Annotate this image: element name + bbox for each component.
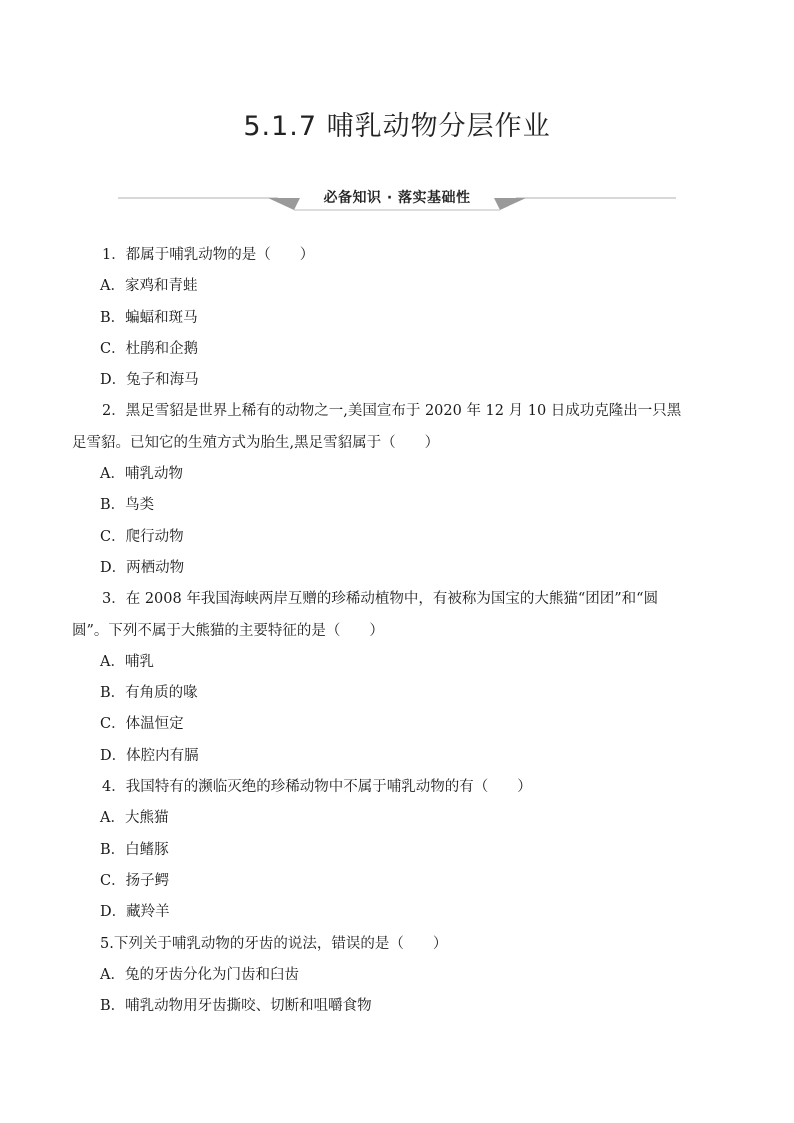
- question-4: [72, 772, 722, 928]
- question-5: [72, 929, 722, 1023]
- option-b: B．蝙蝠和斑马: [100, 309, 198, 326]
- question-stem: 2．黑足雪貂是世界上稀有的动物之一,美国宣布于 2020 年 12 月 10 日成功克隆出一只黑: [102, 403, 682, 420]
- question-stem: 3．在 2008 年我国海峡两岸互赠的珍稀动植物中，有被称为国宝的大熊猫“团团”和“圆: [102, 591, 659, 608]
- option-b: B．哺乳动物用牙齿撕咬、切断和咀嚼食物: [100, 998, 372, 1015]
- question-stem: 4．我国特有的濒临灭绝的珍稀动物中不属于哺乳动物的有（ ）: [102, 779, 532, 796]
- option-b: B．鸟类: [100, 497, 155, 514]
- question-2: [72, 396, 722, 584]
- option-d: D．藏羚羊: [100, 904, 170, 921]
- option-a: A．兔的牙齿分化为门齿和臼齿: [100, 966, 299, 983]
- option-a: A．哺乳: [100, 653, 154, 670]
- question-stem-continued: 圆”。下列不属于大熊猫的主要特征的是（ ）: [72, 622, 384, 639]
- section-heading: 必备知识 · 落实基础性: [323, 190, 471, 206]
- option-a: A．大熊猫: [100, 810, 169, 827]
- option-b: B．白鳍豚: [100, 841, 169, 858]
- page-title: 5.1.7 哺乳动物分层作业: [243, 111, 551, 142]
- option-d: D．体腔内有膈: [100, 747, 199, 764]
- question-list: [72, 240, 722, 1022]
- question-stem: 5.下列关于哺乳动物的牙齿的说法，错误的是（ ）: [100, 935, 448, 952]
- option-d: D．兔子和海马: [100, 372, 199, 389]
- option-a: A．哺乳动物: [100, 466, 183, 483]
- option-c: C．扬子鳄: [100, 872, 170, 889]
- option-c: C．爬行动物: [100, 528, 184, 545]
- option-c: C．杜鹃和企鹅: [100, 340, 199, 357]
- option-a: A．家鸡和青蛙: [100, 278, 198, 295]
- question-1: [72, 240, 722, 396]
- option-c: C．体温恒定: [100, 716, 184, 733]
- option-d: D．两栖动物: [100, 559, 185, 576]
- question-stem: 1．都属于哺乳动物的是（ ）: [102, 247, 315, 263]
- question-3: [72, 584, 722, 772]
- question-stem-continued: 足雪貂。已知它的生殖方式为胎生,黑足雪貂属于（ ）: [72, 434, 440, 451]
- section-banner: [118, 183, 676, 213]
- option-b: B．有角质的喙: [100, 685, 198, 702]
